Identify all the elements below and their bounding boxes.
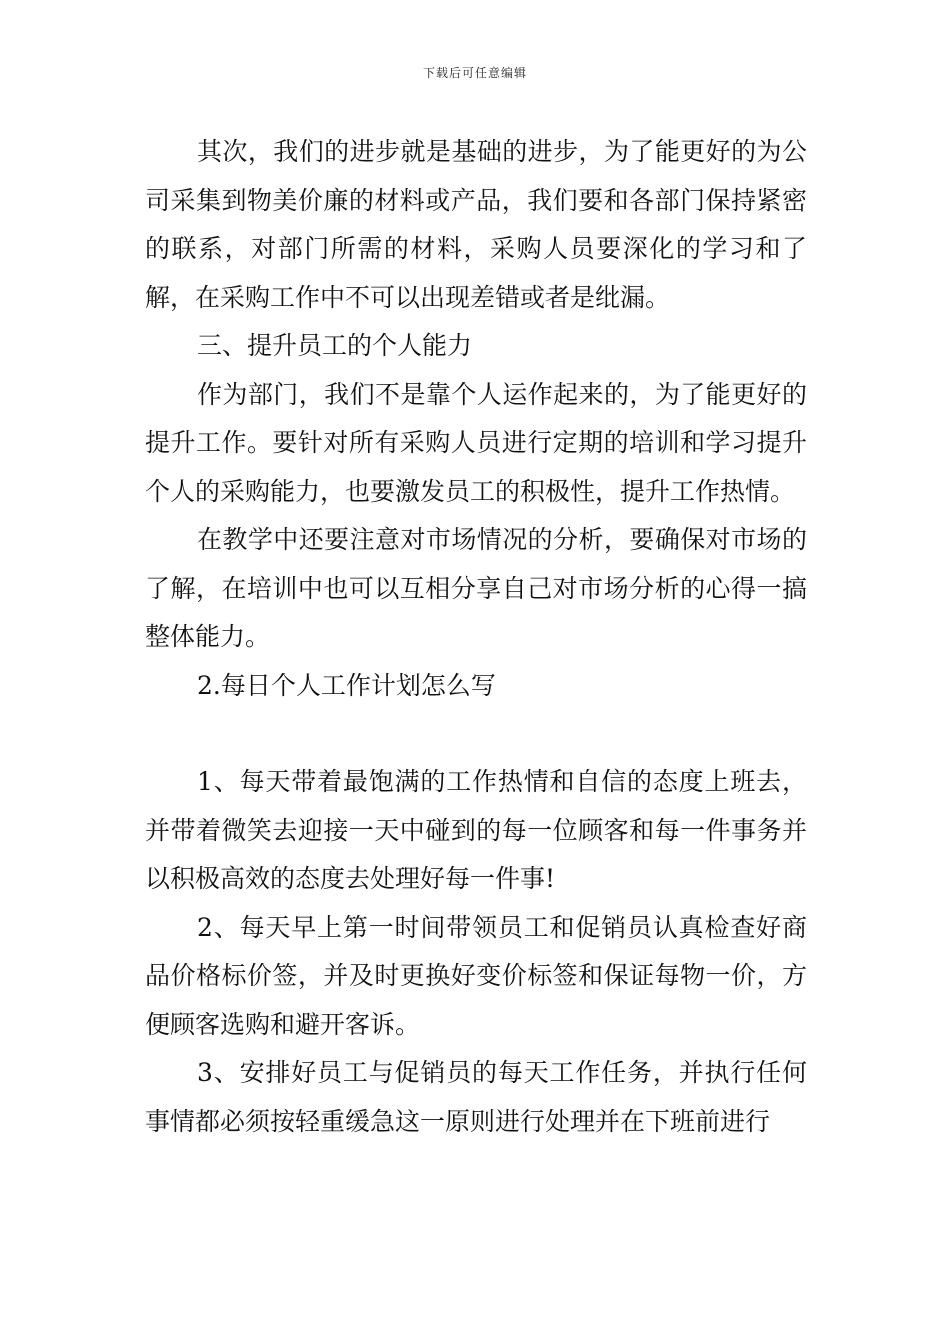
blank-line	[145, 710, 807, 758]
paragraph-foundation-progress: 其次，我们的进步就是基础的进步，为了能更好的为公司采集到物美价廉的材料或产品，我们要和各部门保持紧密的联系，对部门所需的材料，采购人员要深化的学习和了解，在采购工作中不可以出现差错或者是纰漏。	[145, 137, 807, 312]
section-heading-staff-ability: 三、提升员工的个人能力	[197, 331, 473, 360]
section-heading-daily-plan: 2.每日个人工作计划怎么写	[197, 670, 496, 700]
list-item-2: 2、每天早上第一时间带领员工和促销员认真检查好商品价格标价签，并及时更换好变价标签和保证每物一价，方便顾客选购和避开客诉。	[145, 912, 807, 1039]
header-note: 下载后可任意编辑	[422, 66, 527, 80]
paragraph-department-training: 作为部门，我们不是靠个人运作起来的，为了能更好的提升工作。要针对所有采购人员进行定期的培训和学习提升个人的采购能力，也要激发员工的积极性，提升工作热情。	[145, 379, 807, 506]
list-item-1: 1、每天带着最饱满的工作热情和自信的态度上班去，并带着微笑去迎接一天中碰到的每一位顾客和每一件事务并以积极高效的态度去处理好每一件事!	[145, 767, 807, 893]
paragraph-market-analysis: 在教学中还要注意对市场情况的分析，要确保对市场的了解，在培训中也可以互相分享自己对市场分析的心得一搞整体能力。	[145, 525, 807, 651]
list-item-3: 3、安排好员工与促销员的每天工作任务，并执行任何事情都必须按轻重缓急这一原则进行处理并在下班前进行	[145, 1058, 807, 1136]
document-body	[145, 128, 807, 1146]
